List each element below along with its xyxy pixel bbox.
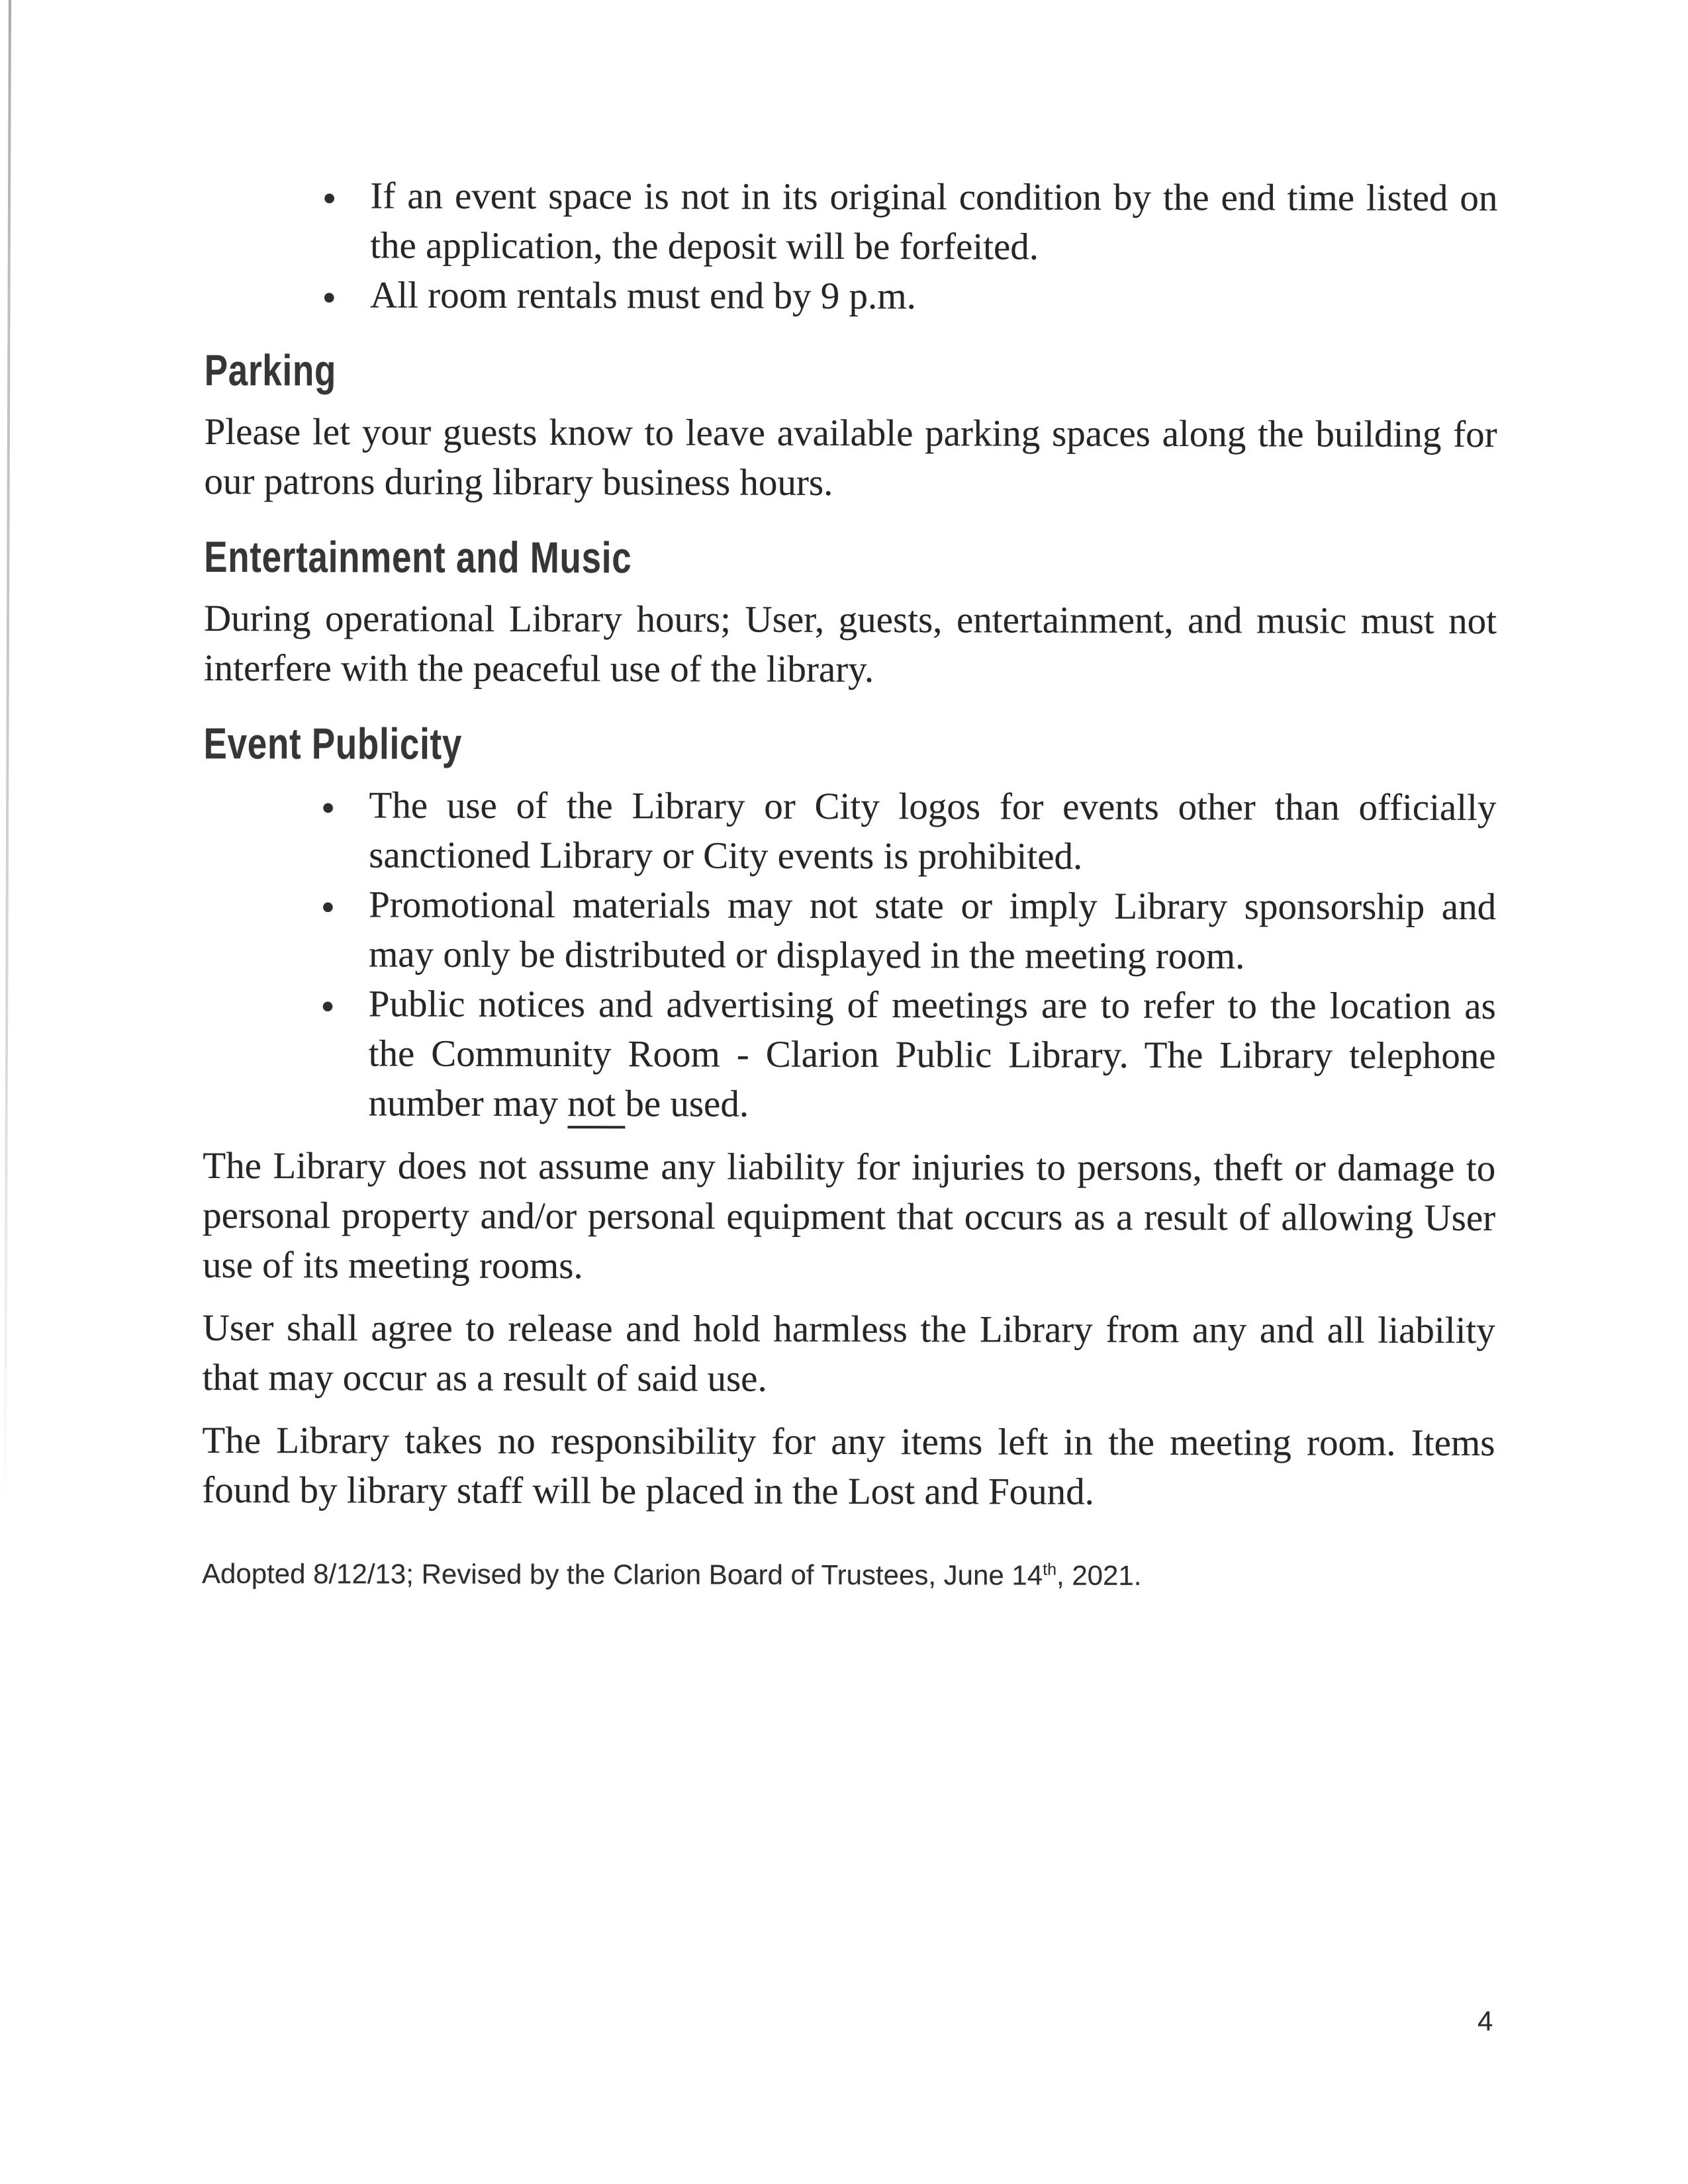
section-heading-entertainment-and-music [204, 530, 1497, 587]
list-item [368, 979, 1495, 1130]
page-number: 4 [1477, 2005, 1493, 2036]
parking-paragraph: Please let your guests know to leave available parking spaces along the building for our patrons during library business hours. [204, 410, 1497, 504]
underlined-word: not [567, 1083, 625, 1128]
footer-text: Adopted 8/12/13; Revised by the Clarion Board of Trustees, June 14 [201, 1557, 1043, 1591]
liability-paragraph: The Library does not assume any liability for injuries to persons, theft or damage to personal property and/or personal equipment that occurs as a result of allowing User use of its meeting rooms. [202, 1144, 1496, 1287]
lost-and-found-paragraph: The Library takes no responsibility for any items left in the meeting room. Items found by library staff will be placed in the Lost and Found. [202, 1419, 1495, 1513]
section-heading-text: Entertainment and Music [204, 531, 632, 582]
list-item: ● Promotional materials may not state or imply Library sponsorship and may only be distributed or displayed in the meeting room. [369, 880, 1496, 981]
scan-edge-artifact [4, 0, 11, 1514]
list-item: ● The use of the Library or City logos for events other than officially sanctioned Library or City events is prohibited. [369, 780, 1496, 882]
entertainment-paragraph: During operational Library hours; User, guests, entertainment, and music must not interfere with the peaceful use of the library. [203, 597, 1497, 691]
hold-harmless-paragraph: User shall agree to release and hold harmless the Library from any and all liability that may occur as a result of said use. [202, 1306, 1495, 1400]
section-heading-parking [205, 343, 1497, 400]
list-item-text: Public notices and advertising of meetings are to refer to the location as the Community Room - Clarion Public Library. The Library telephone number may [368, 983, 1496, 1125]
list-item: ● If an event space is not in its original condition by the end time listed on the application, the deposit will be forfeited. [370, 171, 1497, 273]
room-rules-bullet-list [205, 171, 1497, 322]
event-publicity-bullet-list [203, 780, 1496, 1130]
section-heading-text: Parking [204, 345, 337, 395]
list-item-text: be used. [625, 1083, 749, 1125]
adoption-revision-note [202, 1555, 1495, 1596]
section-heading-event-publicity [204, 717, 1497, 774]
ordinal-superscript: th [1043, 1560, 1057, 1579]
footer-text: , 2021. [1056, 1559, 1142, 1591]
document-content [202, 0, 1498, 1609]
section-heading-text: Event Publicity [203, 718, 463, 768]
list-item: ● All room rentals must end by 9 p.m. [370, 270, 1497, 322]
